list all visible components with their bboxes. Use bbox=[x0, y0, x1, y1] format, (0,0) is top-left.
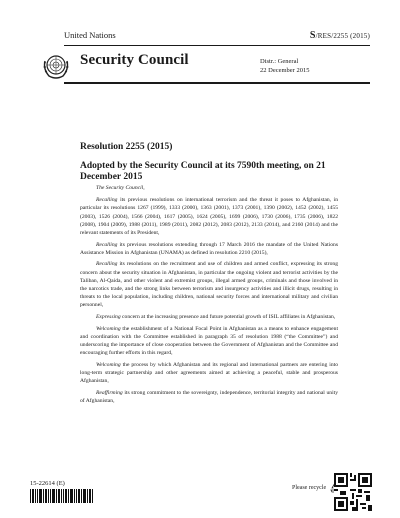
distribution-block bbox=[260, 57, 309, 75]
barcode-icon bbox=[30, 489, 94, 503]
preamble-paragraph: Welcoming the process by which Afghanistan and its regional and international partners are entering into long-term strategic partnership and other agreements aimed at achieving a peaceful, stable and prosperous Afghanistan, bbox=[80, 361, 338, 385]
preamble-paragraph: Expressing concern at the increasing presence and future potential growth of ISIL affiliates in Afghanistan, bbox=[96, 314, 336, 321]
header-rule-thick bbox=[64, 82, 370, 84]
recycle-note: Please recycle bbox=[292, 482, 341, 494]
document-code: 15-22614 (E) bbox=[30, 480, 65, 487]
resolution-body bbox=[80, 184, 338, 409]
council-title: Security Council bbox=[80, 52, 189, 68]
preamble-opening: The Security Council, bbox=[96, 185, 145, 191]
org-name: United Nations bbox=[64, 30, 116, 40]
document-date: 22 December 2015 bbox=[260, 67, 310, 74]
preamble-paragraph: Recalling its previous resolutions extending through 17 March 2016 the mandate of the United Nations Assistance Mission in Afghanistan (UNAMA) as defined in resolution 2210 (2015), bbox=[80, 241, 338, 256]
preamble-paragraph: Recalling its resolutions on the recruitment and use of children and armed conflict, expressing its strong concern about the security situation in Afghanistan, in particular the ongoing violent and terrorist activities by the Taliban, Al-Qaida, and other violent and extremist groups, illegal armed groups, criminals and those involved in the narcotics trade, and the strong links between terrorism and insurgency activities and illicit drugs, resulting in threats to the local population, including children, national security forces and international military and civilian personnel, bbox=[80, 261, 338, 309]
header-rule-thin bbox=[64, 45, 370, 46]
distribution-label: Distr.: General bbox=[260, 58, 299, 65]
preamble-paragraph: Welcoming the establishment of a National Focal Point in Afghanistan as a means to enhance engagement and coordination with the Committee established in paragraph 35 of resolution 1988 (“the Committee”) and underscoring the importance of close cooperation between the Government of Afghanistan and the Committee and encouraging further efforts in this regard, bbox=[80, 325, 338, 357]
qr-code-icon bbox=[334, 473, 372, 511]
header-row bbox=[64, 30, 370, 42]
document-symbol: S/RES/2255 (2015) bbox=[309, 30, 370, 41]
un-emblem-icon bbox=[40, 51, 72, 81]
resolution-number: Resolution 2255 (2015) bbox=[80, 142, 173, 152]
adoption-statement: Adopted by the Security Council at its 7590th meeting, on 21 December 2015 bbox=[80, 161, 326, 182]
preamble-paragraph: Reaffirming its strong commitment to the sovereignty, independence, territorial integrity and national unity of Afghanistan, bbox=[80, 389, 338, 405]
preamble-paragraph: Recalling its previous resolutions on international terrorism and the threat it poses to Afghanistan, in particular its resolutions 1267 (1999), 1333 (2000), 1363 (2001), 1373 (2001), 1390 (2002), 1452 (2002), 1455 (2003), 1526 (2004), 1566 (2004), 1617 (2005), 1624 (2005), 1699 (2006), 1730 (2006), 1735 (2006), 1822 (2008), 1904 (2009), 1988 (2011), 1989 (2011), 2082 (2012), 2083 (2012), 2133 (2014), and 2160 (2014) and the relevant statements of its President, bbox=[80, 197, 338, 237]
